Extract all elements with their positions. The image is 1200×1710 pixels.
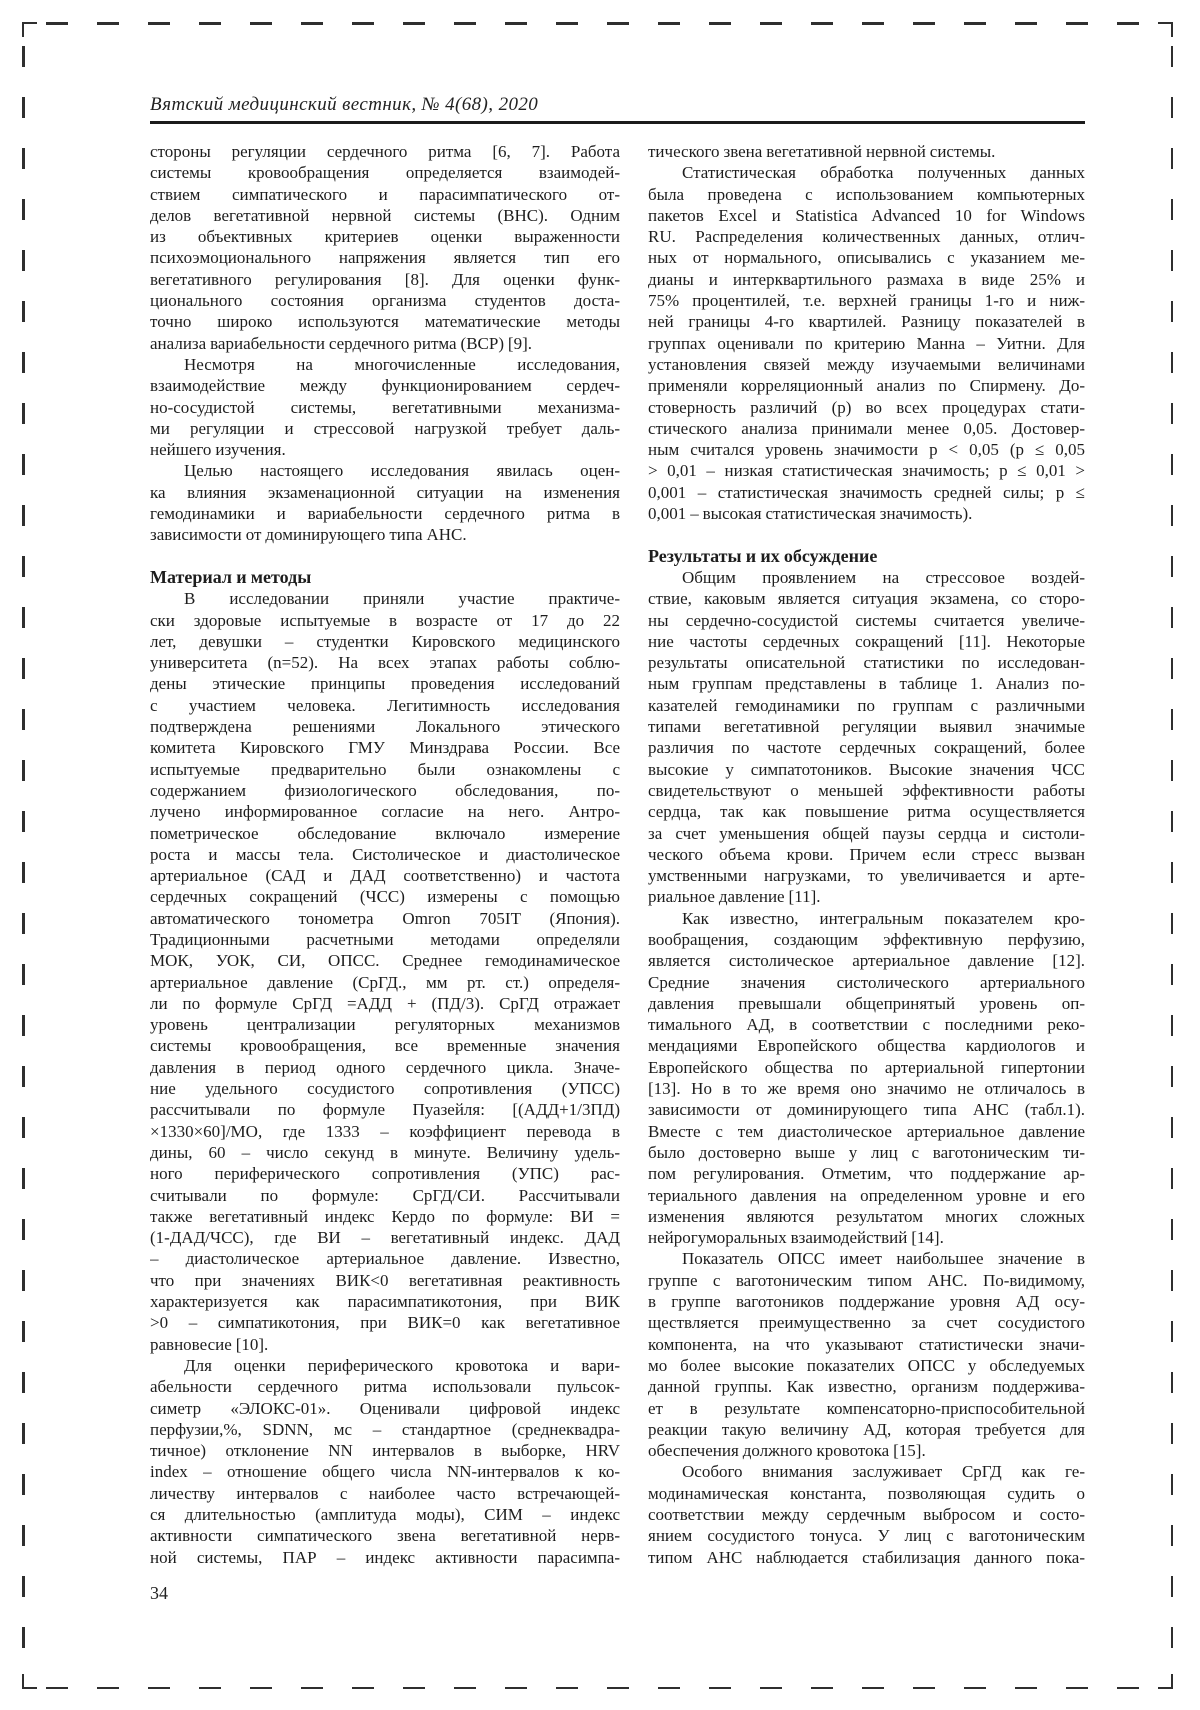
section-heading: Материал и методы	[150, 566, 312, 587]
text-line: типами вегетативной регуляции выявил значимые	[648, 717, 1085, 737]
text-line: результаты описательной статистики по исследован-	[648, 653, 1085, 673]
text-line: вегетативного регулирования [8]. Для оценки функ-	[150, 269, 620, 289]
text-line: с участием человека. Легитимность исследования	[150, 695, 620, 715]
corner-mark-top-right	[1158, 22, 1173, 37]
text-line: вообращения, создающим эффективную перфузию,	[648, 929, 1085, 949]
text-line: пометрическое обследование включало измерение	[150, 823, 620, 843]
text-line: 0,001 – высокая статистическая значимость).	[648, 504, 973, 524]
text-line: тимального АД, в соответствии с последними реко-	[648, 1015, 1085, 1035]
text-line: ческого объема крови. Причем если стресс вызван	[648, 844, 1085, 864]
text-line: уровень централизации регуляторных механизмов	[150, 1015, 620, 1035]
text-line: роста и массы тела. Систолическое и диастолическое	[150, 844, 620, 864]
text-line: было достоверно выше у лиц с ваготоническим ти-	[648, 1142, 1085, 1162]
text-line: типом АНС наблюдается стабилизация данного пока-	[648, 1547, 1085, 1567]
text-line: ние удельного сосудистого сопротивления (УПСС)	[150, 1079, 620, 1099]
text-line: группе с ваготоническим типом АНС. По-видимому,	[648, 1270, 1085, 1290]
text-line: соответствии между сердечным выбросом и состо-	[648, 1505, 1085, 1524]
text-line: умственными нагрузками, то увеличивается и арте-	[648, 866, 1085, 886]
text-line: содержанием физиологического обследования, по-	[150, 780, 620, 800]
text-line: В исследовании приняли участие практиче-	[184, 589, 620, 609]
text-line: Общим проявлением на стрессовое воздей-	[682, 567, 1085, 587]
text-line: сердца, так как повышение ритма осуществляется	[648, 802, 1085, 822]
text-line: зависимости от доминирующего типа АНС.	[150, 525, 467, 545]
text-line: Для оценки периферического кровотока и вари-	[184, 1355, 620, 1375]
text-line: стоверность различий (р) во всех процедурах стати-	[648, 397, 1085, 417]
text-line: стического анализа принимали менее 0,05. Достовер-	[648, 418, 1085, 438]
text-line: териального давления на определенном уровне и его	[648, 1185, 1085, 1205]
text-line: университета (n=52). На всех этапах работы соблю-	[150, 653, 620, 673]
text-line: тического звена вегетативной нервной системы.	[648, 142, 996, 161]
text-line: психоэмоционального напряжения является тип его	[150, 248, 620, 268]
text-line: ет в результате компенсаторно-приспособительной	[648, 1398, 1085, 1418]
text-line: системы кровообращения, все временные значения	[150, 1036, 620, 1056]
text-line: анализа вариабельности сердечного ритма (ВСР) [9].	[150, 333, 533, 353]
text-line: риальное давление [11].	[648, 887, 821, 907]
text-line: автоматического тонометра Omron 705IT (Япония).	[150, 908, 620, 928]
text-line: была проведена с использованием компьютерных	[648, 184, 1085, 204]
text-line: дены этические принципы проведения исследований	[150, 674, 620, 694]
text-line: различия по частоте сердечных сокращений, более	[648, 738, 1085, 758]
text-line: Как известно, интегральным показателем кро-	[682, 908, 1085, 928]
text-line: активности симпатического звена вегетативной нерв-	[150, 1526, 620, 1546]
text-line: ствие, каковым является ситуация экзамена, со сторо-	[648, 589, 1085, 609]
text-line: комитета Кировского ГМУ Минздрава России. Все	[150, 738, 620, 758]
text-line: ствием симпатического и парасимпатического от-	[150, 184, 620, 204]
text-line: Средние значения систолического артериального	[648, 972, 1085, 992]
text-line: мендациями Европейского общества кардиологов и	[648, 1036, 1085, 1056]
dashed-border-right	[1171, 46, 1174, 1664]
text-line: ка влияния экзаменационной ситуации на изменения	[150, 482, 620, 502]
corner-mark-bottom-left	[22, 1674, 37, 1689]
text-line: давления превышали общепринятый уровень оп-	[648, 993, 1085, 1013]
text-line: изменения являются результатом многих сложных	[648, 1206, 1085, 1226]
text-line: дианы и интерквартильного размаха в виде 25% и	[648, 269, 1085, 289]
text-line: но-сосудистой системы, вегетативными механизма-	[150, 397, 620, 417]
text-line: считывали по формуле: СрГД/СИ. Рассчитывали	[150, 1185, 620, 1205]
text-line: 75% процентилей, т.е. верхней границы 1-го и ниж-	[648, 291, 1085, 311]
text-line: ся длительностью (амплитуда моды), СИМ – индекс	[150, 1505, 620, 1524]
text-line: ней границы 4-го квартилей. Разницу показателей в	[648, 312, 1085, 332]
column-left	[150, 141, 620, 1568]
dashed-border-bottom	[46, 1687, 1148, 1690]
text-line: в группе ваготоников поддержание уровня АД осу-	[648, 1292, 1085, 1312]
text-line: (1-ДАД/ЧСС), где ВИ – вегетативный индекс. ДАД	[150, 1228, 620, 1248]
text-line: – диастолическое артериальное давление. Известно,	[150, 1249, 620, 1269]
text-line: пакетов Excel и Statistica Advanced 10 for Windows	[648, 205, 1085, 225]
text-line: index – отношение общего числа NN-интервалов к ко-	[150, 1462, 620, 1482]
text-line: янием сосудистого тонуса. У лиц с ваготоническим	[648, 1526, 1085, 1546]
text-line: казателей гемодинамики по группам с различными	[648, 695, 1085, 715]
text-line: ны сердечно-сосудистой системы считается увеличе-	[648, 610, 1085, 630]
text-line: дины, 60 – число секунд в минуте. Величину удель-	[150, 1142, 620, 1162]
article-body	[150, 141, 1085, 1568]
text-line: что при значениях ВИК<0 вегетативная реактивность	[150, 1270, 620, 1290]
text-line: личеству интервалов с наиболее часто встречающей-	[150, 1483, 620, 1503]
text-line: RU. Распределения количественных данных, отлич-	[648, 227, 1085, 247]
text-line: за счет уменьшения общей паузы сердца и систоли-	[648, 823, 1085, 843]
text-line: Целью настоящего исследования явилась оцен-	[184, 461, 620, 481]
corner-mark-bottom-right	[1158, 1674, 1173, 1689]
page-number: 34	[150, 1583, 168, 1603]
text-line: перфузии,%, SDNN, мс – стандартное (среднеквадра-	[150, 1419, 620, 1439]
text-line: нейшего изучения.	[150, 440, 286, 460]
text-line: точно широко используются математические методы	[150, 312, 620, 332]
text-line: применяли корреляционный анализ по Спирмену. До-	[648, 376, 1085, 396]
text-line: симетр «ЭЛОКС-01». Оценивали цифровой индекс	[150, 1398, 620, 1418]
text-line: Вместе с тем диастолическое артериальное давление	[648, 1121, 1085, 1141]
text-line: давления в период одного сердечного цикла. Значе-	[150, 1057, 620, 1077]
text-line: ми регуляции и стрессовой нагрузкой требует даль-	[150, 418, 620, 438]
text-line: ных от нормального, описывались с указанием ме-	[648, 248, 1085, 268]
dashed-border-left	[22, 46, 25, 1664]
text-line: лучено информированное согласие на него. Антро-	[150, 802, 620, 822]
text-line: Несмотря на многочисленные исследования,	[184, 354, 620, 374]
text-line: лет, девушки – студентки Кировского медицинского	[150, 631, 620, 651]
text-line: является систолическое артериальное давление [12].	[648, 951, 1085, 971]
text-line: гемодинамики и вариабельности сердечного ритма в	[150, 504, 620, 524]
text-line: Показатель ОПСС имеет наибольшее значение в	[682, 1249, 1085, 1269]
text-line: ×1330×60]/МО, где 1333 – коэффициент перевода в	[150, 1121, 620, 1141]
text-line: установления связей между изучаемыми величинами	[648, 354, 1085, 374]
text-line: подтверждена решениями Локального этического	[150, 717, 620, 737]
text-line: из объективных критериев оценки выраженности	[150, 227, 620, 247]
text-line: высокие у симпатотоников. Высокие значения ЧСС	[648, 759, 1085, 779]
text-line: делов вегетативной нервной системы (ВНС). Одним	[150, 205, 620, 225]
text-line: тичное) отклонение NN интервалов в выборке, HRV	[150, 1441, 620, 1461]
dashed-border-top	[46, 22, 1148, 25]
text-line: ние частоты сердечных сокращений [11]. Некоторые	[648, 631, 1085, 651]
text-line: ществляется преимущественно за счет сосудистого	[648, 1313, 1085, 1333]
text-line: сердечных сокращений (ЧСС) измерены с помощью	[150, 887, 620, 907]
text-line: >0 – симпатикотония, при ВИК=0 как вегетативное	[150, 1313, 620, 1333]
text-line: взаимодействие между функционированием сердеч-	[150, 376, 620, 396]
text-line: свидетельствуют о меньшей эффективности работы	[648, 780, 1085, 800]
text-line: Традиционными расчетными методами определяли	[150, 929, 620, 949]
corner-mark-top-left	[22, 22, 37, 37]
text-line: зависимости от доминирующего типа АНС (табл.1).	[648, 1100, 1085, 1120]
text-line: модинамическая константа, позволяющая судить о	[648, 1483, 1085, 1503]
text-line	[648, 524, 1085, 545]
text-line: абельности сердечного ритма использовали пульсок-	[150, 1377, 620, 1397]
text-line: ным считался уровень значимости p < 0,05 (p ≤ 0,05	[648, 440, 1085, 460]
text-line: ным группам представлены в таблице 1. Анализ по-	[648, 674, 1085, 694]
text-line: > 0,01 – низкая статистическая значимость; p ≤ 0,01 >	[648, 461, 1085, 481]
text-line: испытуемые предварительно были ознакомлены с	[150, 759, 620, 779]
text-line: обеспечения должного кровотока [15].	[648, 1441, 926, 1461]
text-line: ционального состояния организма студентов доста-	[150, 291, 620, 311]
column-right	[648, 141, 1085, 1568]
text-line: ски здоровые испытуемые в возрасте от 17 до 22	[150, 610, 620, 630]
text-line: мо более высокие показателих ОПСС у обследуемых	[648, 1355, 1085, 1375]
text-line: Статистическая обработка полученных данных	[682, 163, 1085, 183]
text-line: ного периферического сопротивления (УПС) рас-	[150, 1164, 620, 1184]
text-line	[150, 546, 620, 567]
header-rule	[150, 121, 1085, 124]
text-line: характеризуется как парасимпатикотония, при ВИК	[150, 1292, 620, 1312]
text-line: рассчитывали по формуле Пуазейля: [(АДД+1/3ПД)	[150, 1100, 620, 1120]
text-line: пом регулирования. Отметим, что поддержание ар-	[648, 1164, 1085, 1184]
text-line: реакции такую величину АД, которая требуется для	[648, 1419, 1085, 1439]
text-line: 0,001 – статистическая значимость средней силы; p ≤	[648, 482, 1085, 502]
text-line: ной системы, ПАР – индекс активности парасимпа-	[150, 1547, 620, 1567]
text-line: компонента, на что указывают статистически значи-	[648, 1334, 1085, 1354]
text-line: артериальное давление (СрГД., мм рт. ст.) определя-	[150, 972, 620, 992]
text-line: данной группы. Как известно, организм поддержива-	[648, 1377, 1085, 1397]
text-line: группах оценивали по критерию Манна – Уитни. Для	[648, 333, 1085, 353]
text-line: Европейского общества по артериальной гипертонии	[648, 1057, 1085, 1077]
text-line: системы кровообращения определяется взаимодей-	[150, 163, 620, 183]
text-line: МОК, УОК, СИ, ОПСС. Среднее гемодинамическое	[150, 951, 620, 971]
text-line: артериальное (САД и ДАД соответственно) и частота	[150, 866, 620, 886]
text-line: Особого внимания заслуживает СрГД как ге-	[682, 1462, 1085, 1482]
journal-running-header: Вятский медицинский вестник, № 4(68), 2020	[150, 94, 539, 115]
text-line: нейрогуморальных взаимодействий [14].	[648, 1228, 944, 1248]
text-line: равновесие [10].	[150, 1334, 269, 1354]
text-line: стороны регуляции сердечного ритма [6, 7]. Работа	[150, 142, 620, 161]
text-line: ли по формуле СрГД =АДД + (ПД/3). СрГД отражает	[150, 993, 620, 1013]
text-line: [13]. Но в то же время оно значимо не отличалось в	[648, 1079, 1085, 1099]
text-line: также вегетативный индекс Кердо по формуле: ВИ =	[150, 1206, 620, 1226]
section-heading: Результаты и их обсуждение	[648, 545, 878, 566]
